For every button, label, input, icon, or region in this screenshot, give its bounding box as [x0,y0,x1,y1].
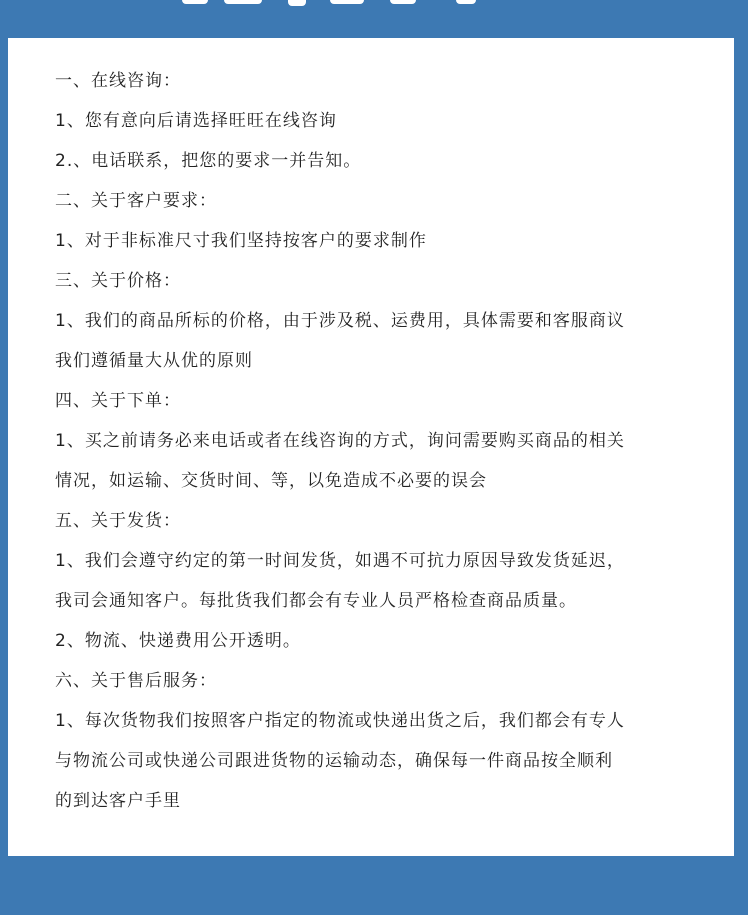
text-line: 的到达客户手里 [55,791,181,811]
heading-glyph-stroke [224,0,262,4]
text-lines [55,68,715,828]
heading-glyph-stroke [390,0,416,4]
text-line: 2、物流、快递费用公开透明。 [55,631,301,651]
heading-fragment [170,0,510,10]
text-line: 情况，如运输、交货时间、等，以免造成不必要的误会 [55,471,487,491]
text-line: 1、我们会遵守约定的第一时间发货，如遇不可抗力原因导致发货延迟， [55,551,625,571]
text-line: 与物流公司或快递公司跟进货物的运输动态，确保每一件商品按全顺利 [55,751,613,771]
section-heading-after-sales: 六、关于售后服务： [55,671,217,691]
text-line: 我司会通知客户。每批货我们都会有专业人员严格检查商品质量。 [55,591,577,611]
section-heading-ordering: 四、关于下单： [55,391,181,411]
text-line: 1、买之前请务必来电话或者在线咨询的方式，询问需要购买商品的相关 [55,431,625,451]
text-line: 1、您有意向后请选择旺旺在线咨询 [55,111,337,131]
heading-glyph-stroke [330,0,364,4]
heading-glyph-stroke [456,0,476,4]
heading-glyph-stroke [288,0,306,6]
text-line: 2.、电话联系，把您的要求一并告知。 [55,151,362,171]
text-line: 1、我们的商品所标的价格，由于涉及税、运费用，具体需要和客服商议 [55,311,625,331]
heading-glyph-stroke [182,0,208,4]
section-heading-price: 三、关于价格： [55,271,181,291]
section-heading-shipping: 五、关于发货： [55,511,181,531]
section-heading-customer-requirements: 二、关于客户要求： [55,191,217,211]
content-panel [8,38,734,856]
text-line: 我们遵循量大从优的原则 [55,351,253,371]
section-heading-online-consultation: 一、在线咨询： [55,71,181,91]
text-line: 1、对于非标准尺寸我们坚持按客户的要求制作 [55,231,427,251]
text-line: 1、每次货物我们按照客户指定的物流或快递出货之后，我们都会有专人 [55,711,625,731]
